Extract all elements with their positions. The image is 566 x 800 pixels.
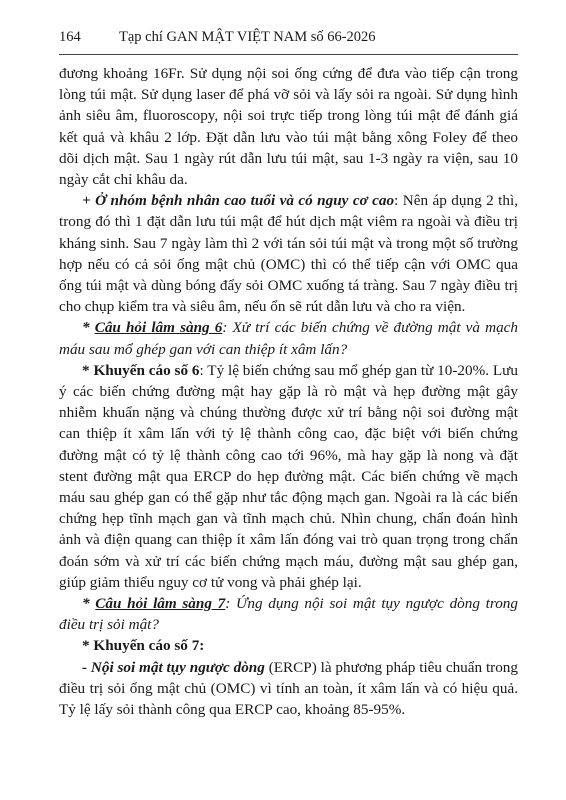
- q7-star: *: [82, 595, 96, 613]
- q7-text: : Ứng dụng nội soi mật tụy ngược dòng trong điều trị sỏi mật?: [59, 595, 518, 634]
- running-header: [59, 29, 519, 51]
- high-risk-lead: + Ở nhóm bệnh nhân cao tuổi và có nguy cơ cao: [82, 192, 395, 210]
- page-number: 164: [59, 29, 81, 45]
- paragraph-continued: đương khoảng 16Fr. Sử dụng nội soi ống cứng để đưa vào tiếp cận trong lòng túi mật. Sử dụng laser để phá vỡ sỏi và lấy sỏi ra ngoài. Sử dụng hình ảnh siêu âm, fluoroscopy, nội soi trực tiếp trong lòng túi mật để đánh giá kết quả và khâu 2 lớp. Đặt dẫn lưu vào túi mật bằng xông Foley để theo dõi dịch mật. Sau 1 ngày rút dẫn lưu túi mật, sau 1-3 ngày ra viện, sau 10 ngày cắt chỉ khâu da.: [59, 65, 518, 189]
- clinical-question-7: [59, 593, 518, 635]
- high-risk-text: : Nên áp dụng 2 thì, trong đó thì 1 đặt dẫn lưu túi mật để hút dịch mật viêm ra ngoài và điều trị kháng sinh. Sau 7 ngày làm thì 2 với tán sỏi túi mật và trong một số trường hợp nếu có cả sỏi ống mật chủ (OMC) thì có thể tiếp cận với OMC qua ống túi mật và dùng bóng đẩy sỏi OMC xuống tá tràng. Sau 7 ngày điều trị cho chụp kiểm tra và siêu âm, nếu ổn sẽ rút dẫn lưu và cho ra viện.: [59, 192, 518, 316]
- ercp-lead: - Nội soi mật tụy ngược dòng: [82, 658, 265, 676]
- k6-text: : Tỷ lệ biến chứng sau mổ ghép gan từ 10-20%. Lưu ý các biến chứng đường mật hay gặp là rò mật và hẹp đường mật gây nhiễm khuẩn nặng và chúng thường được xử trí bằng nội soi đường mật can thiệp ít xâm lấn với tỷ lệ thành công cao, đặc biệt với biến chứng đường mật có tỷ lệ thành công cao tới 96%, mà hay gặp là nong và đặt stent đường mật qua ERCP do hẹp đường mật. Các biến chứng về mạch máu sau ghép gan có thể gặp như tắc động mạch gan. Ngoài ra là các biến chứng hẹp tĩnh mạch gan và tĩnh mạch chủ. Nhìn chung, chẩn đoán hình ảnh và điện quang can thiệp ít xâm lấn đóng vai trò quan trọng trong chẩn đoán sớm và xử trí các biến chứng mạch máu, đường mật sau ghép gan, giúp giảm thiểu nguy cơ tử vong và phải ghép lại.: [59, 361, 519, 591]
- header-rule: [59, 54, 518, 55]
- q6-star: *: [82, 319, 95, 337]
- q7-label: Câu hỏi lâm sàng 7: [95, 595, 226, 613]
- paragraph-ercp: [59, 657, 518, 721]
- recommendation-7-heading: * Khuyến cáo số 7:: [82, 637, 205, 655]
- article-body: [59, 63, 518, 720]
- k6-lead: * Khuyến cáo số 6: [82, 361, 200, 379]
- ercp-text: (ERCP) là phương pháp tiêu chuẩn trong điều trị sỏi ống mật chủ (OMC) vì tính an toàn, ít xâm lấn và có hiệu quả. Tỷ lệ lấy sỏi thành công qua ERCP cao, khoảng 85-95%.: [59, 658, 518, 719]
- clinical-question-6: [59, 317, 518, 359]
- recommendation-6: [59, 360, 518, 593]
- paragraph-high-risk: [59, 190, 518, 317]
- journal-title: Tạp chí GAN MẬT VIỆT NAM số 66-2026: [119, 29, 376, 45]
- q6-label: Câu hỏi lâm sàng 6: [94, 319, 223, 337]
- q6-text: : Xử trí các biến chứng về đường mật và mạch máu sau mổ ghép gan với can thiệp ít xâm lấn?: [59, 319, 518, 358]
